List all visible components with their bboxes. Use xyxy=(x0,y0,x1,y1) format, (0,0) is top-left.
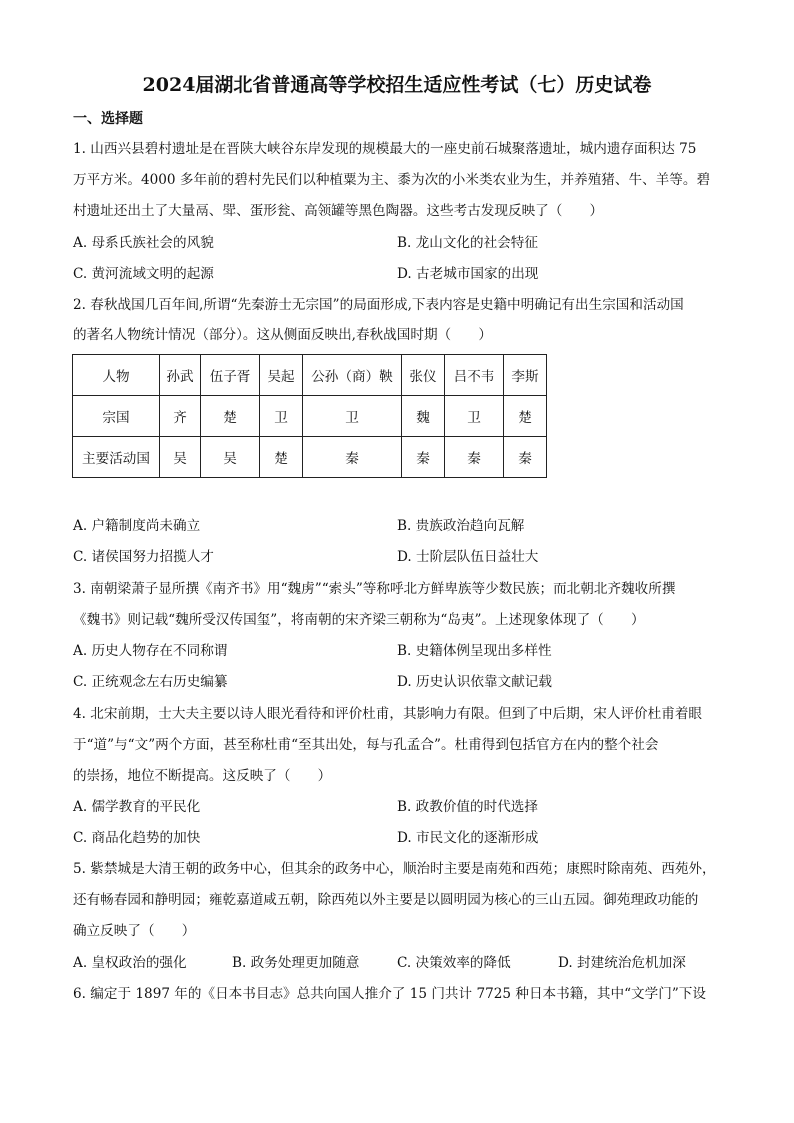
q4-option-a: A. 儒学教育的平民化 xyxy=(73,799,201,815)
q2-option-c: C. 诸侯国努力招揽人才 xyxy=(73,549,214,565)
table-cell: 李斯 xyxy=(504,355,547,396)
table-cell: 卫 xyxy=(445,396,504,437)
q5-option-d: D. 封建统治危机加深 xyxy=(558,955,686,971)
q3-option-a: A. 历史人物存在不同称谓 xyxy=(73,643,228,659)
q4-line-3: 的崇扬，地位不断提高。这反映了（ ） xyxy=(73,768,332,784)
table-cell: 秦 xyxy=(445,437,504,478)
table-cell: 主要活动国 xyxy=(73,437,160,478)
table-cell: 吴 xyxy=(201,437,260,478)
q2-option-b: B. 贵族政治趋向瓦解 xyxy=(397,518,525,534)
q2-line-1: 2. 春秋战国几百年间,所谓“先秦游士无宗国”的局面形成,下表内容是史籍中明确记有出生宗国和活动国 xyxy=(73,297,684,313)
q1-option-c: C. 黄河流域文明的起源 xyxy=(73,266,214,282)
table-cell: 秦 xyxy=(303,437,402,478)
q5-option-a: A. 皇权政治的强化 xyxy=(73,955,187,971)
q5-line-3: 确立反映了（ ） xyxy=(73,923,196,939)
table-cell: 楚 xyxy=(260,437,303,478)
table-cell: 张仪 xyxy=(402,355,445,396)
table-cell: 公孙（商）鞅 xyxy=(303,355,402,396)
q3-option-d: D. 历史认识依靠文献记载 xyxy=(397,674,552,690)
q4-line-1: 4. 北宋前期，士大夫主要以诗人眼光看待和评价杜甫，其影响力有限。但到了中后期，宋人评价杜甫着眼 xyxy=(73,706,703,722)
table-cell: 孙武 xyxy=(160,355,201,396)
table-cell: 宗国 xyxy=(73,396,160,437)
table-cell: 人物 xyxy=(73,355,160,396)
section-heading: 一、选择题 xyxy=(73,111,143,127)
q2-line-2: 的著名人物统计情况（部分）。这从侧面反映出,春秋战国时期（ ） xyxy=(73,327,492,343)
q5-option-b: B. 政务处理更加随意 xyxy=(232,955,360,971)
q1-line-2: 万平方米。4000 多年前的碧村先民们以种植粟为主、黍为次的小米类农业为生，并养殖猪、牛、羊等。碧 xyxy=(73,172,711,188)
q4-option-b: B. 政教价值的时代选择 xyxy=(397,799,538,815)
table-cell: 卫 xyxy=(260,396,303,437)
q4-option-d: D. 市民文化的逐渐形成 xyxy=(397,830,539,846)
table-row xyxy=(73,396,547,437)
q3-line-2: 《魏书》则记载“魏所受汉传国玺”，将南朝的宋齐梁三朝称为“岛夷”。上述现象体现了（ ） xyxy=(73,612,645,628)
q3-line-1: 3. 南朝梁萧子显所撰《南齐书》用“魏虏”“索头”等称呼北方鲜卑族等少数民族；而北朝北齐魏收所撰 xyxy=(73,581,676,597)
q3-option-b: B. 史籍体例呈现出多样性 xyxy=(397,643,552,659)
table-cell: 齐 xyxy=(160,396,201,437)
table-cell: 吴起 xyxy=(260,355,303,396)
table-cell: 魏 xyxy=(402,396,445,437)
q5-line-1: 5. 紫禁城是大清王朝的政务中心，但其余的政务中心，顺治时主要是南苑和西苑；康熙时除南苑、西苑外， xyxy=(73,861,716,877)
table-cell: 吕不韦 xyxy=(445,355,504,396)
q5-option-c: C. 决策效率的降低 xyxy=(397,955,511,971)
q4-option-c: C. 商品化趋势的加快 xyxy=(73,830,201,846)
q4-line-2: 于“道”与“文”两个方面，甚至称杜甫“至其出处，每与孔孟合”。杜甫得到包括官方在内的整个社会 xyxy=(73,737,659,753)
q2-option-d: D. 士阶层队伍日益壮大 xyxy=(397,549,539,565)
table-cell: 楚 xyxy=(201,396,260,437)
q2-option-a: A. 户籍制度尚未确立 xyxy=(73,518,201,534)
q2-table xyxy=(72,354,547,478)
table-row xyxy=(73,355,547,396)
exam-title: 2024届湖北省普通高等学校招生适应性考试（七）历史试卷 xyxy=(142,74,652,96)
q3-option-c: C. 正统观念左右历史编纂 xyxy=(73,674,228,690)
table-cell: 吴 xyxy=(160,437,201,478)
table-cell: 楚 xyxy=(504,396,547,437)
q1-line-3: 村遗址还出土了大量鬲、斝、蛋形瓮、高领罐等黑色陶器。这些考古发现反映了（ ） xyxy=(73,203,604,219)
table-cell: 秦 xyxy=(504,437,547,478)
table-cell: 秦 xyxy=(402,437,445,478)
q1-option-a: A. 母系氏族社会的风貌 xyxy=(73,235,214,251)
q6-line-1: 6. 编定于 1897 年的《日本书目志》总共向国人推介了 15 门共计 7725 种日本书籍，其中“文学门”下设 xyxy=(73,986,706,1002)
q1-option-b: B. 龙山文化的社会特征 xyxy=(397,235,538,251)
table-row xyxy=(73,437,547,478)
q5-line-2: 还有畅春园和静明园；雍乾嘉道咸五朝，除西苑以外主要是以圆明园为核心的三山五园。御苑理政功能的 xyxy=(73,892,699,908)
table-cell: 伍子胥 xyxy=(201,355,260,396)
q1-line-1: 1. 山西兴县碧村遗址是在晋陕大峡谷东岸发现的规模最大的一座史前石城聚落遗址，城内遗存面积达 75 xyxy=(73,141,697,157)
table-cell: 卫 xyxy=(303,396,402,437)
q1-option-d: D. 古老城市国家的出现 xyxy=(397,266,539,282)
